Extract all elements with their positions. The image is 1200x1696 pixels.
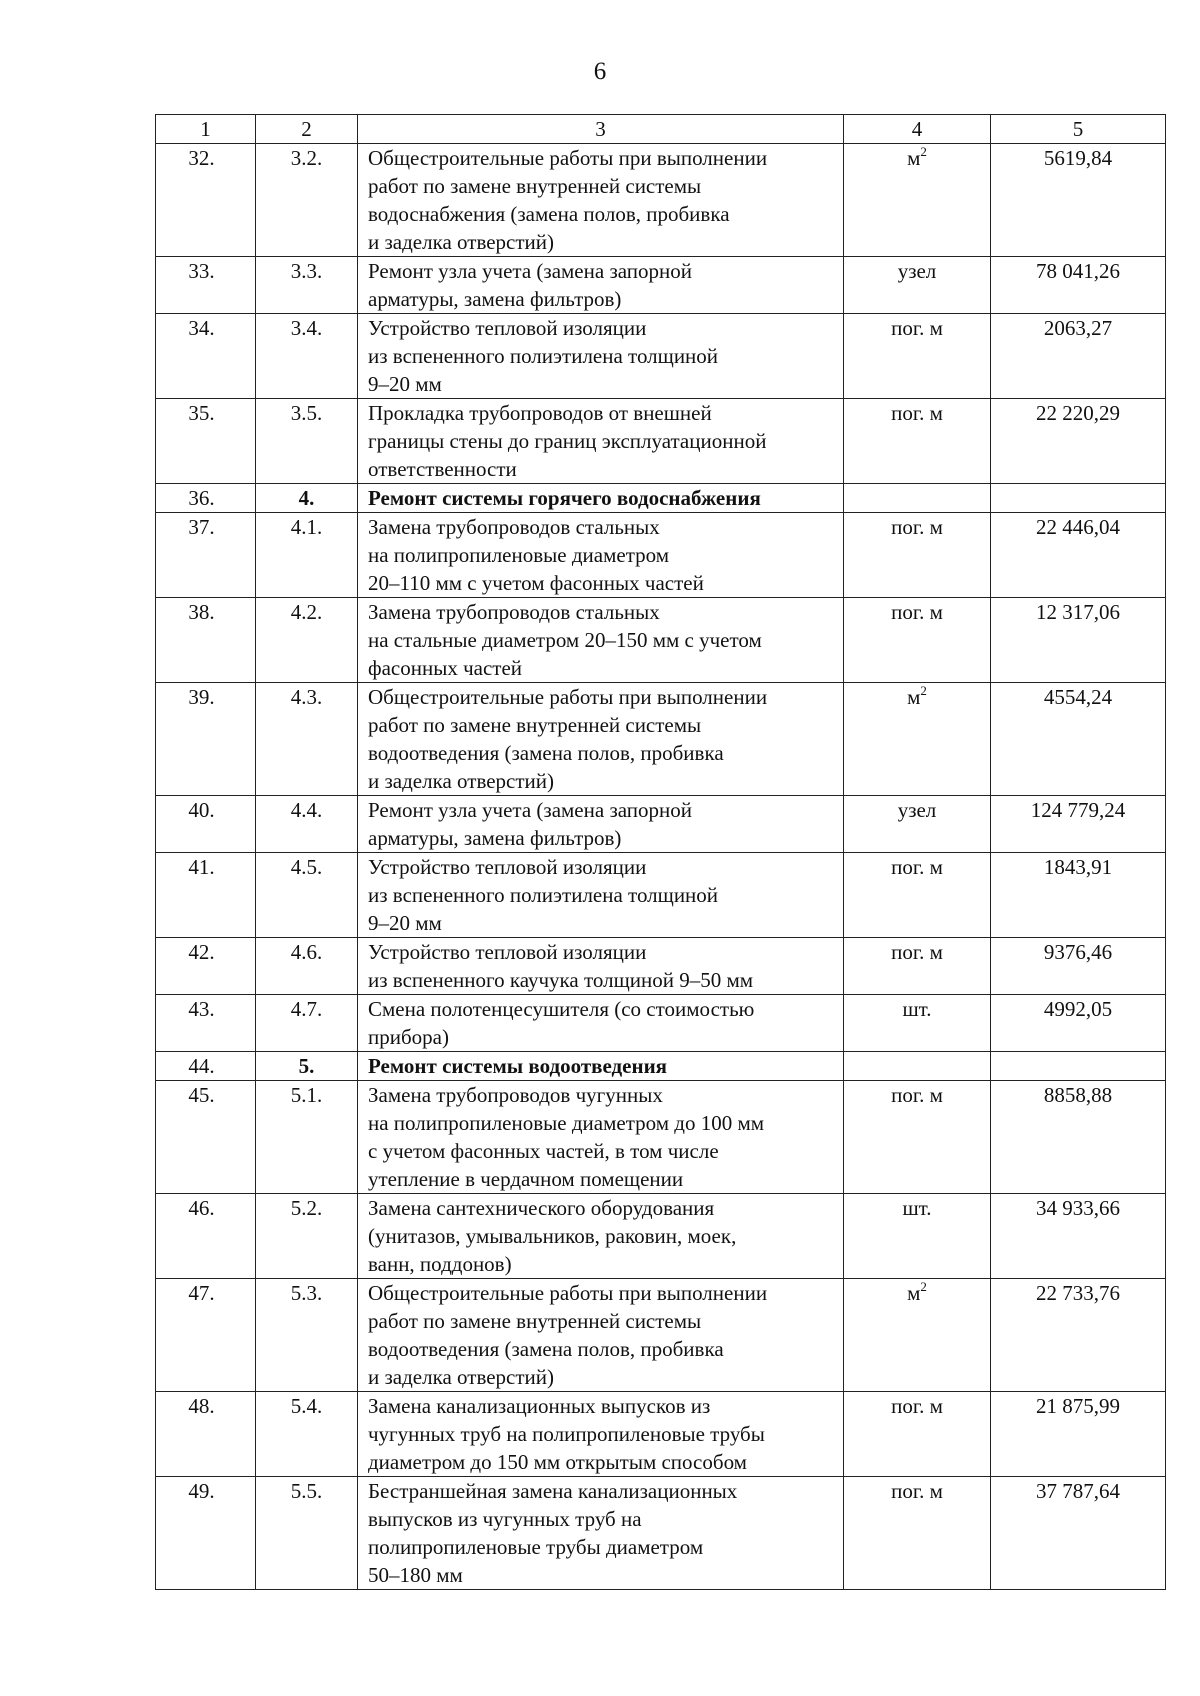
row-number: 36. — [156, 484, 256, 513]
table-row — [156, 144, 1166, 257]
unit-text: узел — [897, 259, 937, 283]
table-row — [156, 1477, 1166, 1590]
work-description: Замена трубопроводов чугунных на полипропиленовые диаметром до 100 мм с учетом фасонных частей, в том числе утепление в чердачном помещении — [358, 1081, 844, 1194]
cost-value — [991, 1052, 1166, 1081]
unit-of-measure — [844, 683, 991, 796]
unit-text: пог. м — [891, 1083, 943, 1107]
cost-value: 37 787,64 — [991, 1477, 1166, 1590]
row-number: 40. — [156, 796, 256, 853]
item-code: 4.7. — [256, 995, 358, 1052]
unit-superscript: 2 — [920, 1279, 927, 1294]
item-code: 4.4. — [256, 796, 358, 853]
unit-text: пог. м — [891, 855, 943, 879]
cost-value: 2063,27 — [991, 314, 1166, 399]
table-body — [156, 115, 1166, 1590]
unit-of-measure — [844, 1279, 991, 1392]
table-row — [156, 853, 1166, 938]
cost-value: 78 041,26 — [991, 257, 1166, 314]
item-code: 4.6. — [256, 938, 358, 995]
work-description: Замена трубопроводов стальных на полипропиленовые диаметром 20–110 мм с учетом фасонных частей — [358, 513, 844, 598]
cost-value: 1843,91 — [991, 853, 1166, 938]
unit-text: пог. м — [891, 1394, 943, 1418]
cost-value — [991, 484, 1166, 513]
item-code: 5.4. — [256, 1392, 358, 1477]
work-description: Устройство тепловой изоляции из вспененного полиэтилена толщиной 9–20 мм — [358, 853, 844, 938]
item-code: 4.1. — [256, 513, 358, 598]
header-cell: 3 — [358, 115, 844, 144]
unit-text: узел — [897, 798, 937, 822]
item-code: 3.5. — [256, 399, 358, 484]
unit-text: пог. м — [891, 515, 943, 539]
row-number: 37. — [156, 513, 256, 598]
item-code: 5.3. — [256, 1279, 358, 1392]
row-number: 48. — [156, 1392, 256, 1477]
work-description: Прокладка трубопроводов от внешней границы стены до границ эксплуатационной ответственности — [358, 399, 844, 484]
unit-of-measure — [844, 484, 991, 513]
row-number: 47. — [156, 1279, 256, 1392]
item-code: 3.2. — [256, 144, 358, 257]
cost-value: 4992,05 — [991, 995, 1166, 1052]
unit-of-measure — [844, 995, 991, 1052]
page-number: 6 — [593, 58, 607, 85]
item-code: 5.1. — [256, 1081, 358, 1194]
header-cell: 4 — [844, 115, 991, 144]
unit-text: пог. м — [891, 316, 943, 340]
work-description: Общестроительные работы при выполнении работ по замене внутренней системы водоотведения (замена полов, пробивка и заделка отверстий) — [358, 683, 844, 796]
header-cell: 2 — [256, 115, 358, 144]
unit-text: пог. м — [891, 1479, 943, 1503]
unit-superscript: 2 — [920, 144, 927, 159]
row-number: 45. — [156, 1081, 256, 1194]
unit-superscript: 2 — [920, 683, 927, 698]
table-header-row — [156, 115, 1166, 144]
work-description: Общестроительные работы при выполнении работ по замене внутренней системы водоотведения (замена полов, пробивка и заделка отверстий) — [358, 1279, 844, 1392]
cost-value: 21 875,99 — [991, 1392, 1166, 1477]
unit-text: шт. — [902, 1196, 932, 1220]
work-description: Устройство тепловой изоляции из вспененного каучука толщиной 9–50 мм — [358, 938, 844, 995]
row-number: 49. — [156, 1477, 256, 1590]
table-row — [156, 1279, 1166, 1392]
unit-of-measure — [844, 513, 991, 598]
work-description: Ремонт системы водоотведения — [358, 1052, 844, 1081]
work-description: Общестроительные работы при выполнении работ по замене внутренней системы водоснабжения (замена полов, пробивка и заделка отверстий) — [358, 144, 844, 257]
header-cell: 1 — [156, 115, 256, 144]
works-table — [155, 114, 1166, 1590]
unit-of-measure — [844, 1052, 991, 1081]
unit-text: м — [907, 685, 921, 709]
row-number: 46. — [156, 1194, 256, 1279]
row-number: 43. — [156, 995, 256, 1052]
row-number: 38. — [156, 598, 256, 683]
table-row — [156, 598, 1166, 683]
item-code: 3.4. — [256, 314, 358, 399]
unit-text: м — [907, 1281, 921, 1305]
unit-text: пог. м — [891, 600, 943, 624]
table-row — [156, 1392, 1166, 1477]
unit-of-measure — [844, 796, 991, 853]
unit-of-measure — [844, 598, 991, 683]
unit-of-measure — [844, 1081, 991, 1194]
row-number: 34. — [156, 314, 256, 399]
item-code: 4.2. — [256, 598, 358, 683]
table-row — [156, 314, 1166, 399]
cost-value: 8858,88 — [991, 1081, 1166, 1194]
row-number: 39. — [156, 683, 256, 796]
unit-of-measure — [844, 1477, 991, 1590]
cost-value: 5619,84 — [991, 144, 1166, 257]
table-row — [156, 1081, 1166, 1194]
unit-text: шт. — [902, 997, 932, 1021]
table-row — [156, 399, 1166, 484]
cost-value: 124 779,24 — [991, 796, 1166, 853]
table-row — [156, 796, 1166, 853]
table-row — [156, 257, 1166, 314]
cost-value: 22 733,76 — [991, 1279, 1166, 1392]
row-number: 41. — [156, 853, 256, 938]
table-row — [156, 1052, 1166, 1081]
work-description: Замена сантехнического оборудования (унитазов, умывальников, раковин, моек, ванн, поддонов) — [358, 1194, 844, 1279]
work-description: Ремонт узла учета (замена запорной арматуры, замена фильтров) — [358, 257, 844, 314]
work-description: Устройство тепловой изоляции из вспененного полиэтилена толщиной 9–20 мм — [358, 314, 844, 399]
unit-of-measure — [844, 257, 991, 314]
cost-value: 12 317,06 — [991, 598, 1166, 683]
unit-of-measure — [844, 314, 991, 399]
item-code: 4. — [256, 484, 358, 513]
item-code: 5.2. — [256, 1194, 358, 1279]
cost-value: 34 933,66 — [991, 1194, 1166, 1279]
row-number: 44. — [156, 1052, 256, 1081]
cost-value: 22 446,04 — [991, 513, 1166, 598]
unit-text: пог. м — [891, 401, 943, 425]
work-description: Бестраншейная замена канализационных выпусков из чугунных труб на полипропиленовые трубы диаметром 50–180 мм — [358, 1477, 844, 1590]
unit-of-measure — [844, 1392, 991, 1477]
table-row — [156, 1194, 1166, 1279]
item-code: 5. — [256, 1052, 358, 1081]
row-number: 32. — [156, 144, 256, 257]
work-description: Смена полотенцесушителя (со стоимостью прибора) — [358, 995, 844, 1052]
item-code: 5.5. — [256, 1477, 358, 1590]
header-cell: 5 — [991, 115, 1166, 144]
row-number: 33. — [156, 257, 256, 314]
cost-value: 22 220,29 — [991, 399, 1166, 484]
cost-value: 4554,24 — [991, 683, 1166, 796]
table-row — [156, 683, 1166, 796]
item-code: 3.3. — [256, 257, 358, 314]
unit-of-measure — [844, 1194, 991, 1279]
unit-of-measure — [844, 144, 991, 257]
unit-text: пог. м — [891, 940, 943, 964]
table-row — [156, 513, 1166, 598]
cost-value: 9376,46 — [991, 938, 1166, 995]
unit-text: м — [907, 146, 921, 170]
row-number: 42. — [156, 938, 256, 995]
unit-of-measure — [844, 938, 991, 995]
row-number: 35. — [156, 399, 256, 484]
table-row — [156, 995, 1166, 1052]
unit-of-measure — [844, 853, 991, 938]
item-code: 4.5. — [256, 853, 358, 938]
work-description: Замена канализационных выпусков из чугунных труб на полипропиленовые трубы диаметром до 150 мм открытым способом — [358, 1392, 844, 1477]
table-row — [156, 484, 1166, 513]
work-description: Ремонт узла учета (замена запорной арматуры, замена фильтров) — [358, 796, 844, 853]
work-description: Ремонт системы горячего водоснабжения — [358, 484, 844, 513]
work-description: Замена трубопроводов стальных на стальные диаметром 20–150 мм с учетом фасонных частей — [358, 598, 844, 683]
unit-of-measure — [844, 399, 991, 484]
table-row — [156, 938, 1166, 995]
item-code: 4.3. — [256, 683, 358, 796]
